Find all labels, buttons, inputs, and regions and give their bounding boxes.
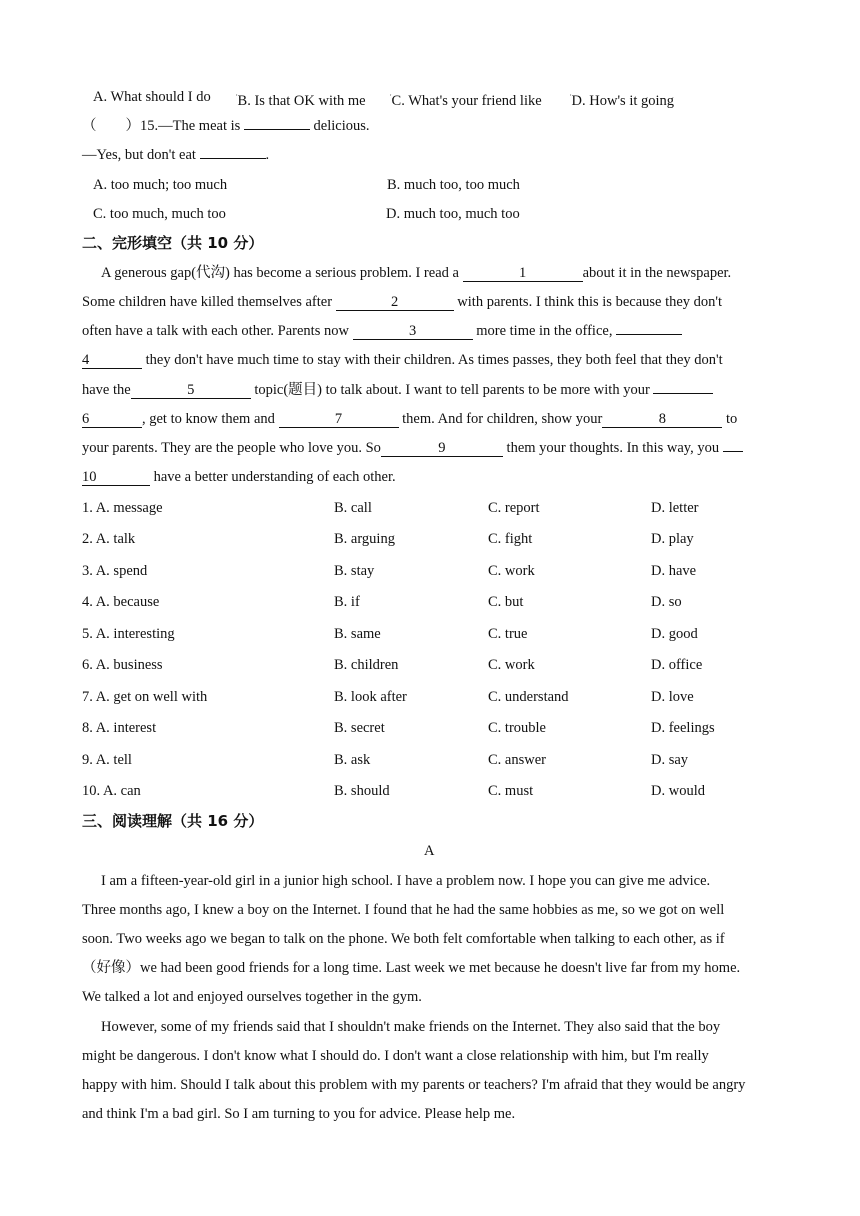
passage-line: and think I'm a bad girl. So I am turning to you for advice. Please help me. bbox=[82, 1106, 516, 1122]
cloze-option: B. stay bbox=[334, 563, 375, 579]
cloze-blank-10-start bbox=[723, 451, 743, 452]
q15-blank-2 bbox=[200, 158, 266, 159]
cloze-text: A generous gap(代沟) has become a serious problem. I read a bbox=[101, 265, 459, 281]
cloze-text: about it in the newspaper. bbox=[582, 265, 732, 281]
cloze-option: C. work bbox=[488, 657, 535, 673]
cloze-blank-4-start bbox=[616, 334, 682, 335]
cloze-line-5 bbox=[82, 380, 713, 400]
cloze-blank-4: 4 bbox=[82, 352, 142, 369]
cloze-option: 9. A. tell bbox=[82, 752, 132, 768]
cloze-option: C. report bbox=[488, 500, 540, 516]
passage-line: （好像）we had been good friends for a long time. Last week we met because he doesn't live far from my home. bbox=[82, 960, 741, 976]
cloze-option: C. understand bbox=[488, 689, 569, 705]
cloze-text: have a better understanding of each other. bbox=[153, 469, 396, 485]
cloze-blank-5: 5 bbox=[131, 382, 251, 399]
passage-line: We talked a lot and enjoyed ourselves together in the gym. bbox=[82, 989, 422, 1005]
cloze-blank-3: 3 bbox=[353, 323, 473, 340]
cloze-option: B. arguing bbox=[334, 531, 395, 547]
cloze-option: C. must bbox=[488, 783, 534, 799]
passage-line: soon. Two weeks ago we began to talk on the phone. We both felt comfortable when talking to each other, as if bbox=[82, 931, 725, 947]
q15-stem bbox=[82, 116, 370, 136]
q15-stem-end: delicious. bbox=[313, 118, 370, 134]
cloze-option: D. have bbox=[651, 563, 697, 579]
cloze-option: D. good bbox=[651, 626, 698, 642]
cloze-blank-6-start bbox=[653, 393, 713, 394]
q14-option-d bbox=[570, 87, 674, 111]
cloze-option: C. but bbox=[488, 594, 524, 610]
q15-stem-text: 15.—The meat is bbox=[140, 118, 241, 134]
cloze-option: D. say bbox=[651, 752, 689, 768]
cloze-option: D. office bbox=[651, 657, 703, 673]
q14-option-c bbox=[390, 87, 542, 111]
passage-line: I am a fifteen-year-old girl in a junior high school. I have a problem now. I hope you can give me advice. bbox=[101, 873, 711, 889]
cloze-line-4 bbox=[82, 350, 723, 370]
cloze-text: have the bbox=[82, 382, 131, 398]
cloze-text: Some children have killed themselves after bbox=[82, 294, 333, 310]
cloze-option: B. if bbox=[334, 594, 360, 610]
q14-option-d-text: D. How's it going bbox=[571, 92, 675, 109]
cloze-option: D. would bbox=[651, 783, 705, 799]
cloze-option: 4. A. because bbox=[82, 594, 160, 610]
cloze-line-3 bbox=[82, 321, 682, 341]
option-mark: ʹ bbox=[570, 93, 572, 101]
cloze-option: 5. A. interesting bbox=[82, 626, 175, 642]
passage-label: A bbox=[424, 843, 435, 859]
cloze-option: D. letter bbox=[651, 500, 699, 516]
cloze-line-8 bbox=[82, 467, 396, 487]
cloze-option: 10. A. can bbox=[82, 783, 141, 799]
q15-option-c: C. too much, much too bbox=[93, 206, 226, 222]
cloze-option: C. true bbox=[488, 626, 528, 642]
cloze-option: B. look after bbox=[334, 689, 407, 705]
cloze-blank-7: 7 bbox=[279, 411, 399, 428]
cloze-text: often have a talk with each other. Parents now bbox=[82, 323, 349, 339]
cloze-blank-6: 6 bbox=[82, 411, 142, 428]
cloze-option: B. call bbox=[334, 500, 372, 516]
cloze-option: C. trouble bbox=[488, 720, 546, 736]
cloze-blank-10: 10 bbox=[82, 469, 150, 486]
cloze-option: 2. A. talk bbox=[82, 531, 136, 547]
q15-reply-text: —Yes, but don't eat bbox=[82, 147, 196, 163]
passage-line: However, some of my friends said that I shouldn't make friends on the Internet. They also said that the boy bbox=[101, 1019, 721, 1035]
cloze-text: your parents. They are the people who love you. So bbox=[82, 440, 381, 456]
passage-line: Three months ago, I knew a boy on the Internet. I found that he had the same hobbies as me, so we got on well bbox=[82, 902, 725, 918]
cloze-option: D. so bbox=[651, 594, 682, 610]
cloze-line-2 bbox=[82, 292, 722, 312]
cloze-text: them your thoughts. In this way, you bbox=[506, 440, 720, 456]
q15-paren: （ ） bbox=[82, 118, 140, 134]
passage-line: happy with him. Should I talk about this problem with my parents or teachers? I'm afraid that they would be angry bbox=[82, 1077, 746, 1093]
section-heading-reading: 三、阅读理解（共 16 分） bbox=[82, 812, 264, 830]
cloze-option: B. should bbox=[334, 783, 390, 799]
q15-option-b: B. much too, too much bbox=[387, 177, 520, 193]
q14-option-b bbox=[236, 87, 366, 111]
cloze-text: more time in the office, bbox=[476, 323, 613, 339]
q15-reply-end: . bbox=[265, 147, 270, 163]
cloze-option: 7. A. get on well with bbox=[82, 689, 208, 705]
q15-option-a: A. too much; too much bbox=[93, 177, 228, 193]
cloze-option: D. love bbox=[651, 689, 694, 705]
cloze-option: B. ask bbox=[334, 752, 371, 768]
section-heading-cloze: 二、完形填空（共 10 分） bbox=[82, 234, 264, 252]
cloze-line-7 bbox=[82, 438, 743, 458]
cloze-text: them. And for children, show your bbox=[402, 411, 603, 427]
option-mark: ʹ bbox=[390, 93, 392, 101]
q15-option-d: D. much too, much too bbox=[386, 206, 520, 222]
q14-option-c-text: C. What's your friend like bbox=[391, 92, 542, 109]
cloze-blank-2: 2 bbox=[336, 294, 454, 311]
cloze-option: B. same bbox=[334, 626, 381, 642]
cloze-option: B. children bbox=[334, 657, 399, 673]
cloze-blank-8: 8 bbox=[602, 411, 722, 428]
cloze-line-6 bbox=[82, 409, 737, 429]
cloze-text: with parents. I think this is because they don't bbox=[457, 294, 723, 310]
cloze-option: C. work bbox=[488, 563, 535, 579]
cloze-text: , get to know them and bbox=[142, 411, 275, 427]
q15-blank-1 bbox=[244, 129, 310, 130]
passage-line: might be dangerous. I don't know what I should do. I don't want a close relationship with him, but I'm really bbox=[82, 1048, 709, 1064]
option-mark: ʹ bbox=[236, 93, 238, 101]
cloze-line-1 bbox=[101, 263, 731, 283]
cloze-option: B. secret bbox=[334, 720, 385, 736]
cloze-option: D. play bbox=[651, 531, 694, 547]
cloze-blank-9: 9 bbox=[381, 440, 503, 457]
cloze-option: D. feelings bbox=[651, 720, 715, 736]
cloze-blank-1: 1 bbox=[463, 265, 583, 282]
cloze-text: they don't have much time to stay with their children. As times passes, they both feel that they don't bbox=[145, 352, 723, 368]
q14-option-b-text: B. Is that OK with me bbox=[237, 92, 366, 109]
cloze-option: C. answer bbox=[488, 752, 546, 768]
cloze-text: to bbox=[725, 411, 738, 427]
cloze-option: 3. A. spend bbox=[82, 563, 148, 579]
cloze-text: topic(题目) to talk about. I want to tell parents to be more with your bbox=[254, 382, 650, 398]
q14-option-a: A. What should I do bbox=[93, 89, 211, 105]
cloze-option: 6. A. business bbox=[82, 657, 163, 673]
cloze-option: C. fight bbox=[488, 531, 533, 547]
cloze-option: 1. A. message bbox=[82, 500, 163, 516]
q15-reply bbox=[82, 145, 269, 165]
cloze-option: 8. A. interest bbox=[82, 720, 157, 736]
